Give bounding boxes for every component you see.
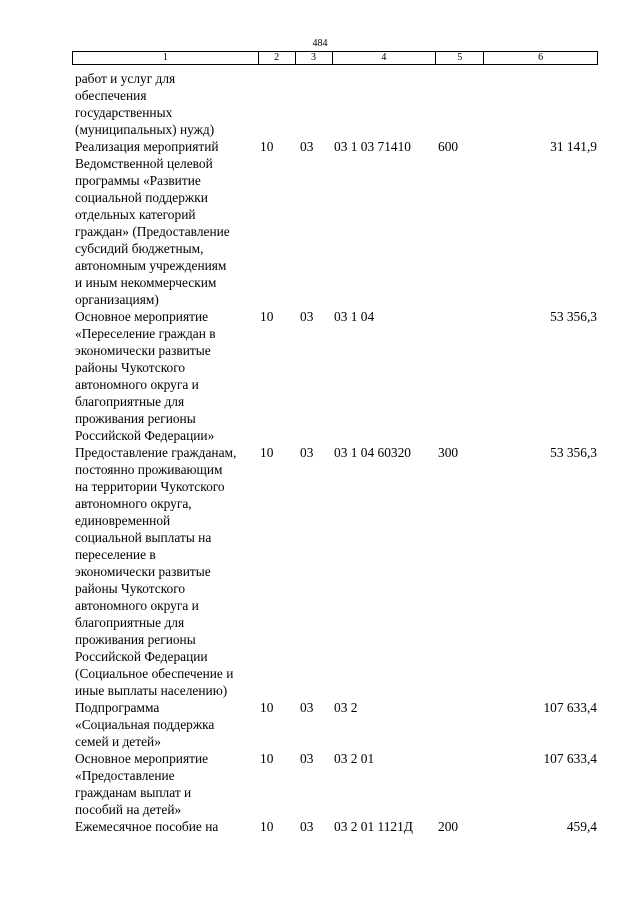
row-sum: 107 633,4	[543, 700, 597, 715]
page-number: 484	[312, 38, 328, 49]
row-podrazdel	[295, 70, 332, 138]
row-name: Предоставление гражданам, постоянно проживающим на территории Чукотского автономного округа, единовременной социальной выплаты на переселение в экономически развитые районы Чукотского автономного округа и благоприятные для проживания регионы Российской Федерации (Социальное обеспечение и иные выплаты населению)	[75, 445, 237, 698]
row-target-article: 03 2 01 1121Д	[334, 819, 413, 834]
row-podrazdel: 03	[300, 700, 314, 715]
row-target-article: 03 2	[334, 700, 358, 715]
row-razdel: 10	[260, 309, 274, 324]
row-podrazdel: 03	[300, 139, 314, 154]
row-sum	[484, 70, 597, 138]
table-header	[72, 51, 598, 65]
row-name: Основное мероприятие «Предоставление гражданам выплат и пособий на детей»	[75, 751, 209, 817]
row-expense-type	[436, 70, 484, 138]
row-sum: 459,4	[566, 819, 597, 834]
row-expense-type: 300	[438, 445, 459, 460]
header-col-4: 4	[333, 52, 437, 64]
row-expense-type	[436, 699, 484, 750]
row-razdel: 10	[260, 700, 274, 715]
row-podrazdel: 03	[300, 445, 314, 460]
row-sum: 53 356,3	[550, 309, 597, 324]
row-expense-type	[436, 750, 484, 818]
row-name: Подпрограмма «Социальная поддержка семей и детей»	[75, 700, 215, 749]
row-sum: 31 141,9	[550, 139, 597, 154]
row-sum: 53 356,3	[550, 445, 597, 460]
header-col-3: 3	[296, 52, 333, 64]
row-name: работ и услуг для обеспечения государственных (муниципальных) нужд)	[75, 71, 215, 137]
row-target-article: 03 1 03 71410	[334, 139, 411, 154]
row-razdel: 10	[260, 751, 274, 766]
table-row	[75, 138, 597, 308]
row-target-article: 03 1 04	[334, 309, 375, 324]
table-row	[75, 70, 597, 138]
row-expense-type: 200	[438, 819, 459, 834]
header-col-5: 5	[436, 52, 484, 64]
row-podrazdel: 03	[300, 309, 314, 324]
header-col-6: 6	[484, 52, 598, 64]
row-target-article: 03 2 01	[334, 751, 375, 766]
row-name: Основное мероприятие «Переселение граждан в экономически развитые районы Чукотского автономного округа и благоприятные для проживания регионы Российской Федерации»	[75, 309, 216, 443]
row-razdel: 10	[260, 445, 274, 460]
row-razdel: 10	[260, 819, 274, 834]
row-name: Реализация мероприятий Ведомственной целевой программы «Развитие социальной поддержки отдельных категорий граждан» (Предоставление субсидий бюджетным, автономным учреждениям и иным некоммерческим организациям)	[75, 139, 230, 307]
row-expense-type: 600	[438, 139, 459, 154]
row-razdel: 10	[260, 139, 274, 154]
row-target-article	[332, 70, 436, 138]
table-row	[75, 444, 597, 699]
table-body	[75, 70, 597, 835]
row-sum: 107 633,4	[543, 751, 597, 766]
table-row	[75, 699, 597, 750]
row-target-article: 03 1 04 60320	[334, 445, 411, 460]
table-row	[75, 308, 597, 444]
row-expense-type	[436, 308, 484, 444]
row-razdel	[258, 70, 295, 138]
header-col-2: 2	[259, 52, 296, 64]
table-row	[75, 750, 597, 818]
header-col-1: 1	[73, 52, 259, 64]
row-name: Ежемесячное пособие на	[75, 819, 219, 834]
table-row	[75, 818, 597, 835]
row-podrazdel: 03	[300, 751, 314, 766]
row-podrazdel: 03	[300, 819, 314, 834]
